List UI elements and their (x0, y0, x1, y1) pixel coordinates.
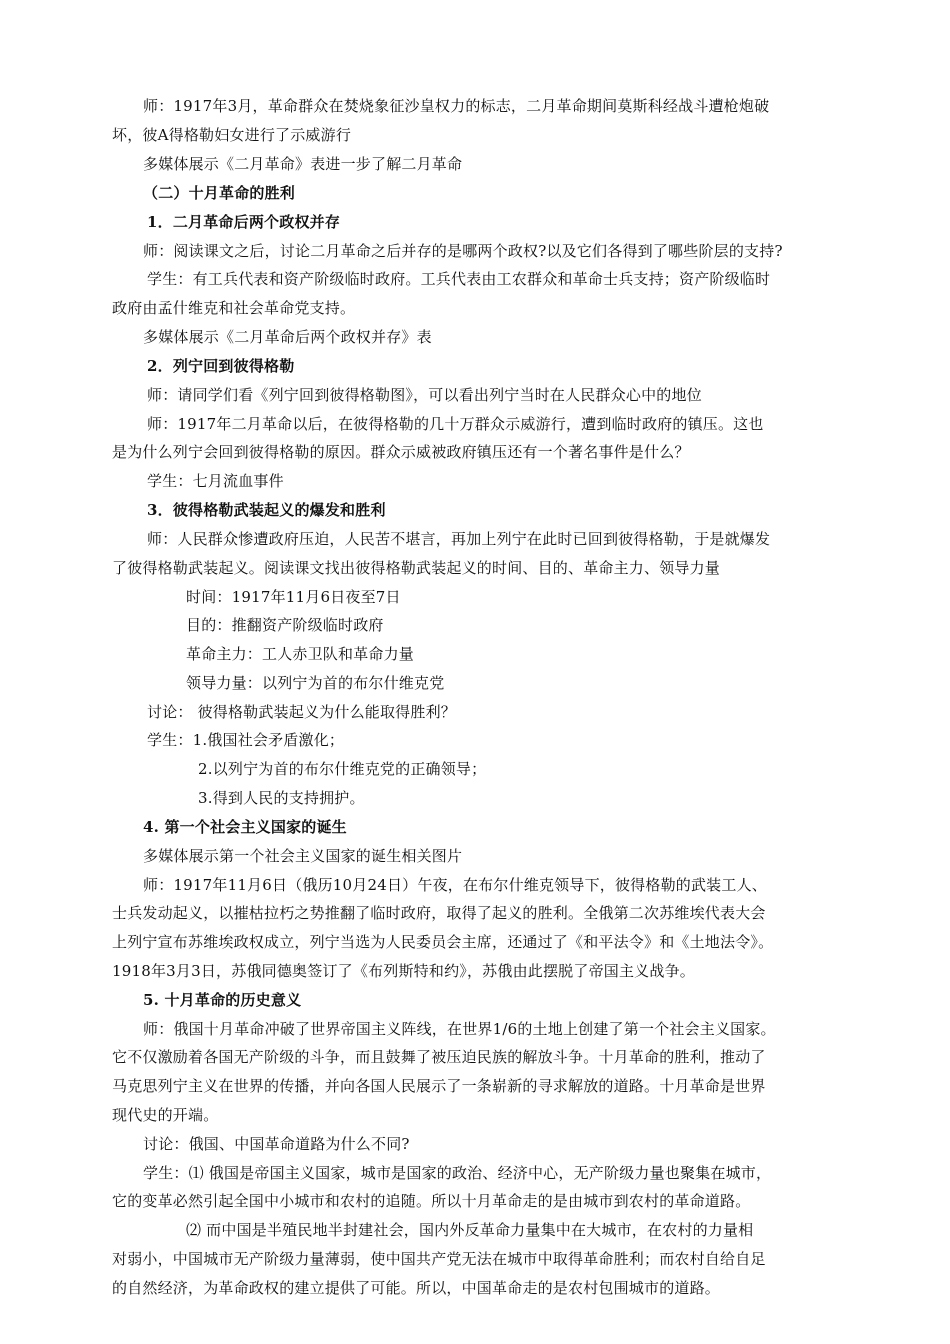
paragraph-line: 现代史的开端。 (112, 1106, 219, 1124)
paragraph-line: 学生：有工兵代表和资产阶级临时政府。工兵代表由工农群众和革命士兵支持；资产阶级临时 (147, 270, 771, 288)
paragraph-line: 师：俄国十月革命冲破了世界帝国主义阵线，在世界1/6的土地上创建了第一个社会主义国家。 (143, 1020, 776, 1038)
section-heading: 3．彼得格勒武装起义的爆发和胜利 (147, 501, 386, 519)
paragraph-line: 是为什么列宁会回到彼得格勒的原因。群众示威被政府镇压还有一个著名事件是什么？ (112, 443, 690, 461)
section-heading: （二）十月革命的胜利 (143, 184, 296, 202)
paragraph-line: 它的变革必然引起全国中小城市和农村的追随。所以十月革命走的是由城市到农村的革命道路。 (112, 1192, 751, 1210)
section-heading: 1．二月革命后两个政权并存 (147, 213, 341, 231)
paragraph-line: 师：请同学们看《列宁回到彼得格勒图》，可以看出列宁当时在人民群众心中的地位 (147, 386, 702, 404)
paragraph-line: 了彼得格勒武装起义。阅读课文找出彼得格勒武装起义的时间、目的、革命主力、领导力量 (112, 559, 721, 577)
paragraph-line: 时间：1917年11月6日夜至7日 (186, 588, 401, 606)
paragraph-line: 学生：七月流血事件 (147, 472, 284, 490)
paragraph-line: 士兵发动起义，以摧枯拉朽之势推翻了临时政府，取得了起义的胜利。全俄第二次苏维埃代表大会 (112, 904, 766, 922)
paragraph-line: 师：1917年11月6日（俄历10月24日）午夜，在布尔什维克领导下，彼得格勒的武装工人、 (143, 876, 767, 894)
paragraph-line: 政府由孟什维克和社会革命党支持。 (112, 299, 356, 317)
section-heading: 4. 第一个社会主义国家的诞生 (143, 818, 347, 836)
paragraph-line: ⑵ 而中国是半殖民地半封建社会，国内外反革命力量集中在大城市，在农村的力量相 (186, 1221, 754, 1239)
paragraph-line: 领导力量：以列宁为首的布尔什维克党 (186, 674, 445, 692)
paragraph-line: 多媒体展示《二月革命后两个政权并存》表 (143, 328, 432, 346)
paragraph-line: 对弱小，中国城市无产阶级力量薄弱，使中国共产党无法在城市中取得革命胜利；而农村自给自足 (112, 1250, 766, 1268)
paragraph-line: 马克思列宁主义在世界的传播，并向各国人民展示了一条崭新的寻求解放的道路。十月革命是世界 (112, 1077, 766, 1095)
paragraph-line: 坏，彼A得格勒妇女进行了示威游行 (112, 126, 352, 144)
paragraph-line: 的自然经济，为革命政权的建立提供了可能。所以，中国革命走的是农村包围城市的道路。 (112, 1279, 721, 1297)
paragraph-line: 1918年3月3日，苏俄同德奥签订了《布列斯特和约》，苏俄由此摆脱了帝国主义战争。 (112, 962, 695, 980)
paragraph-line: 师：人民群众惨遭政府压迫，人民苦不堪言，再加上列宁在此时已回到彼得格勒，于是就爆发 (147, 530, 771, 548)
paragraph-line: 它不仅激励着各国无产阶级的斗争，而且鼓舞了被压迫民族的解放斗争。十月革命的胜利，推动了 (112, 1048, 766, 1066)
paragraph-line: 讨论：俄国、中国革命道路为什么不同? (143, 1135, 410, 1153)
paragraph-line: 3.得到人民的支持拥护。 (198, 789, 365, 807)
section-heading: 2．列宁回到彼得格勒 (147, 357, 295, 375)
paragraph-line: 多媒体展示《二月革命》表进一步了解二月革命 (143, 155, 463, 173)
paragraph-line: 上列宁宣布苏维埃政权成立，列宁当选为人民委员会主席，还通过了《和平法令》和《土地法令》。 (112, 933, 774, 951)
paragraph-line: 2.以列宁为首的布尔什维克党的正确领导； (198, 760, 487, 778)
paragraph-line: 目的：推翻资产阶级临时政府 (186, 616, 384, 634)
paragraph-line: 革命主力：工人赤卫队和革命力量 (186, 645, 415, 663)
paragraph-line: 师：1917年二月革命以后，在彼得格勒的几十万群众示威游行，遭到临时政府的镇压。这也 (147, 415, 764, 433)
paragraph-line: 讨论： 彼得格勒武装起义为什么能取得胜利？ (147, 703, 456, 721)
paragraph-line: 多媒体展示第一个社会主义国家的诞生相关图片 (143, 847, 463, 865)
section-heading: 5. 十月革命的历史意义 (143, 991, 302, 1009)
paragraph-line: 学生：1.俄国社会矛盾激化； (147, 731, 345, 749)
paragraph-line: 师：阅读课文之后，讨论二月革命之后并存的是哪两个政权?以及它们各得到了哪些阶层的支持? (143, 242, 783, 260)
paragraph-line: 师：1917年3月，革命群众在焚烧象征沙皇权力的标志，二月革命期间莫斯科经战斗遭枪炮破 (143, 97, 770, 115)
paragraph-line: 学生：⑴ 俄国是帝国主义国家，城市是国家的政治、经济中心，无产阶级力量也聚集在城市， (143, 1164, 772, 1182)
